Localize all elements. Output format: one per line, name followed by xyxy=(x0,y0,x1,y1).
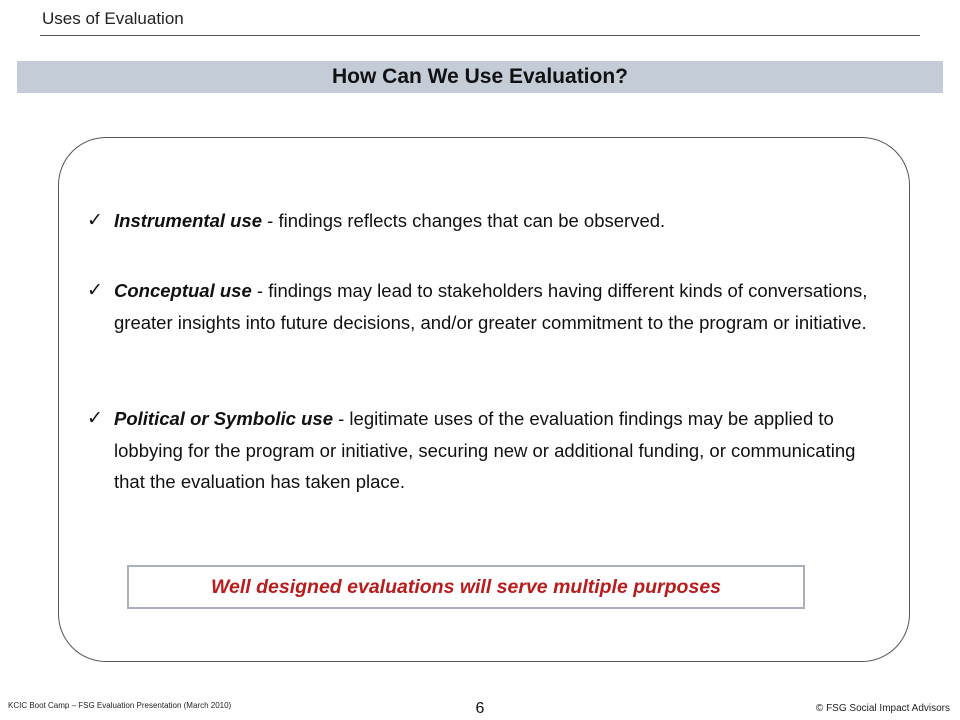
checkmark-icon: ✓ xyxy=(87,280,103,301)
bullet-text xyxy=(114,275,877,338)
bullet-text xyxy=(114,403,877,498)
bullet-conceptual xyxy=(87,275,877,338)
content-box xyxy=(58,137,910,662)
title-bar xyxy=(17,61,943,93)
bullet-description: - findings may lead to stakeholders having different kinds of conversations, greater insights into future decisions, and/or greater commitment to the program or initiative. xyxy=(114,280,868,333)
top-divider xyxy=(40,35,920,36)
bullet-term: Conceptual use xyxy=(114,280,252,301)
bullet-text xyxy=(114,205,877,237)
callout-box: Well designed evaluations will serve multiple purposes xyxy=(127,565,805,609)
bullet-political xyxy=(87,403,877,498)
footer-copyright: © FSG Social Impact Advisors xyxy=(815,703,950,714)
bullet-term: Instrumental use xyxy=(114,210,263,231)
page-title: How Can We Use Evaluation? xyxy=(332,65,628,88)
bullet-term: Political or Symbolic use xyxy=(114,408,333,429)
bullet-description: - findings reflects changes that can be observed. xyxy=(262,210,666,231)
page-number: 6 xyxy=(475,700,485,717)
checkmark-icon: ✓ xyxy=(87,210,103,231)
section-label: Uses of Evaluation xyxy=(42,9,184,28)
bullet-instrumental xyxy=(87,205,877,237)
footer-left-text: KCIC Boot Camp – FSG Evaluation Presentation (March 2010) xyxy=(8,701,232,710)
checkmark-icon: ✓ xyxy=(87,408,103,429)
bullet-description: - legitimate uses of the evaluation findings may be applied to lobbying for the program or initiative, securing new or additional funding, or communicating that the evaluation has taken place. xyxy=(114,408,856,492)
